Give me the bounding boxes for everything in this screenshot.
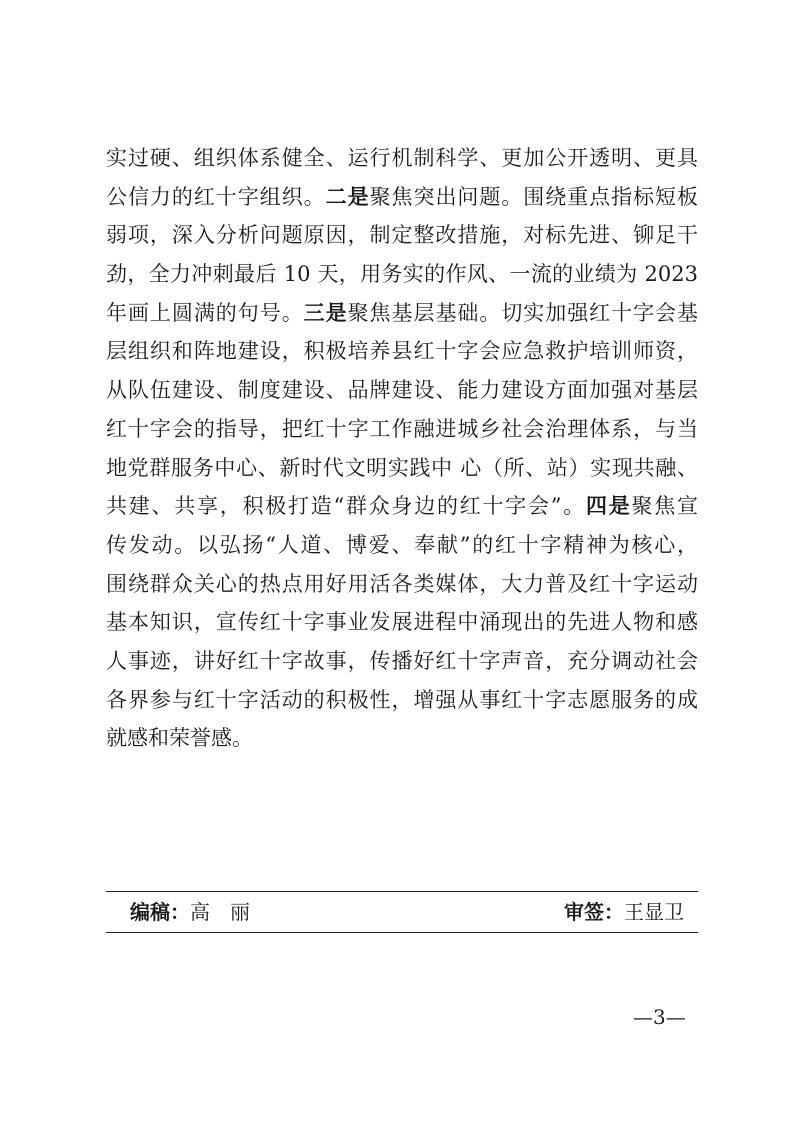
text-line (106, 371, 698, 410)
text-segment: 红十字会的指导，把红十字工作融进城乡社会治理体系，与当 (106, 416, 698, 441)
text-line (106, 487, 698, 526)
text-line (106, 681, 698, 720)
text-line (106, 139, 698, 178)
emphasis-marker: 二是 (325, 183, 370, 209)
text-segment: 弱项，深入分析问题原因，制定整改措施，对标先进、铆足干 (106, 223, 698, 248)
body-text (106, 139, 698, 758)
text-line (106, 294, 698, 333)
text-line (106, 603, 698, 642)
text-segment: 聚焦突出问题。围绕重点指标短板 (369, 184, 699, 209)
text-segment: 层组织和阵地建设，积极培养县红十字会应急救护培训师资， (106, 339, 698, 364)
text-line (106, 178, 698, 217)
reviewer-credit (564, 892, 684, 932)
text-segment: 传发动。以弘扬“人道、博爱、奉献”的红十字精神为核心， (106, 532, 698, 557)
text-segment: 劲，全力冲刺最后 10 天，用务实的作风、一流的业绩为 2023 (106, 262, 698, 287)
editor-credit (130, 892, 250, 932)
text-line (106, 565, 698, 604)
text-line (106, 216, 698, 255)
reviewer-label: 审签： (564, 900, 624, 924)
text-line (106, 410, 698, 449)
text-line (106, 719, 698, 758)
text-segment: 各界参与红十字活动的积极性，增强从事红十字志愿服务的成 (106, 687, 698, 712)
text-segment: 人事迹，讲好红十字故事，传播好红十字声音，充分调动社会 (106, 648, 698, 673)
signature-bar (106, 891, 698, 933)
text-line (106, 332, 698, 371)
emphasis-marker: 四是 (585, 493, 632, 519)
editor-name: 高 丽 (190, 900, 250, 924)
text-segment: 聚焦基层基础。切实加强红十字会基 (347, 300, 699, 325)
text-segment: 共建、共享，积极打造“群众身边的红十字会”。 (106, 494, 586, 519)
text-line (106, 526, 698, 565)
text-segment: 基本知识，宣传红十字事业发展进程中涌现出的先进人物和感 (106, 610, 698, 635)
text-line (106, 255, 698, 294)
reviewer-name: 王显卫 (624, 900, 684, 924)
text-segment: 年画上圆满的句号。 (106, 300, 304, 325)
text-segment: 实过硬、组织体系健全、运行机制科学、更加公开透明、更具 (106, 146, 698, 170)
text-segment: 就感和荣誉感。 (106, 726, 253, 751)
text-line (106, 449, 698, 488)
editor-label: 编稿： (130, 900, 190, 924)
text-segment: 聚焦宣 (631, 494, 699, 519)
text-segment: 围绕群众关心的热点用好用活各类媒体，大力普及红十字运动 (106, 571, 698, 596)
text-line (106, 642, 698, 681)
page-number: —3— (633, 1005, 686, 1029)
text-segment: 公信力的红十字组织。 (106, 184, 326, 209)
emphasis-marker: 三是 (303, 299, 348, 325)
text-segment: 从队伍建设、制度建设、品牌建设、能力建设方面加强对基层 (106, 378, 698, 403)
text-segment: 地党群服务中心、新时代文明实践中 心（所、站）实现共融、 (106, 455, 698, 480)
